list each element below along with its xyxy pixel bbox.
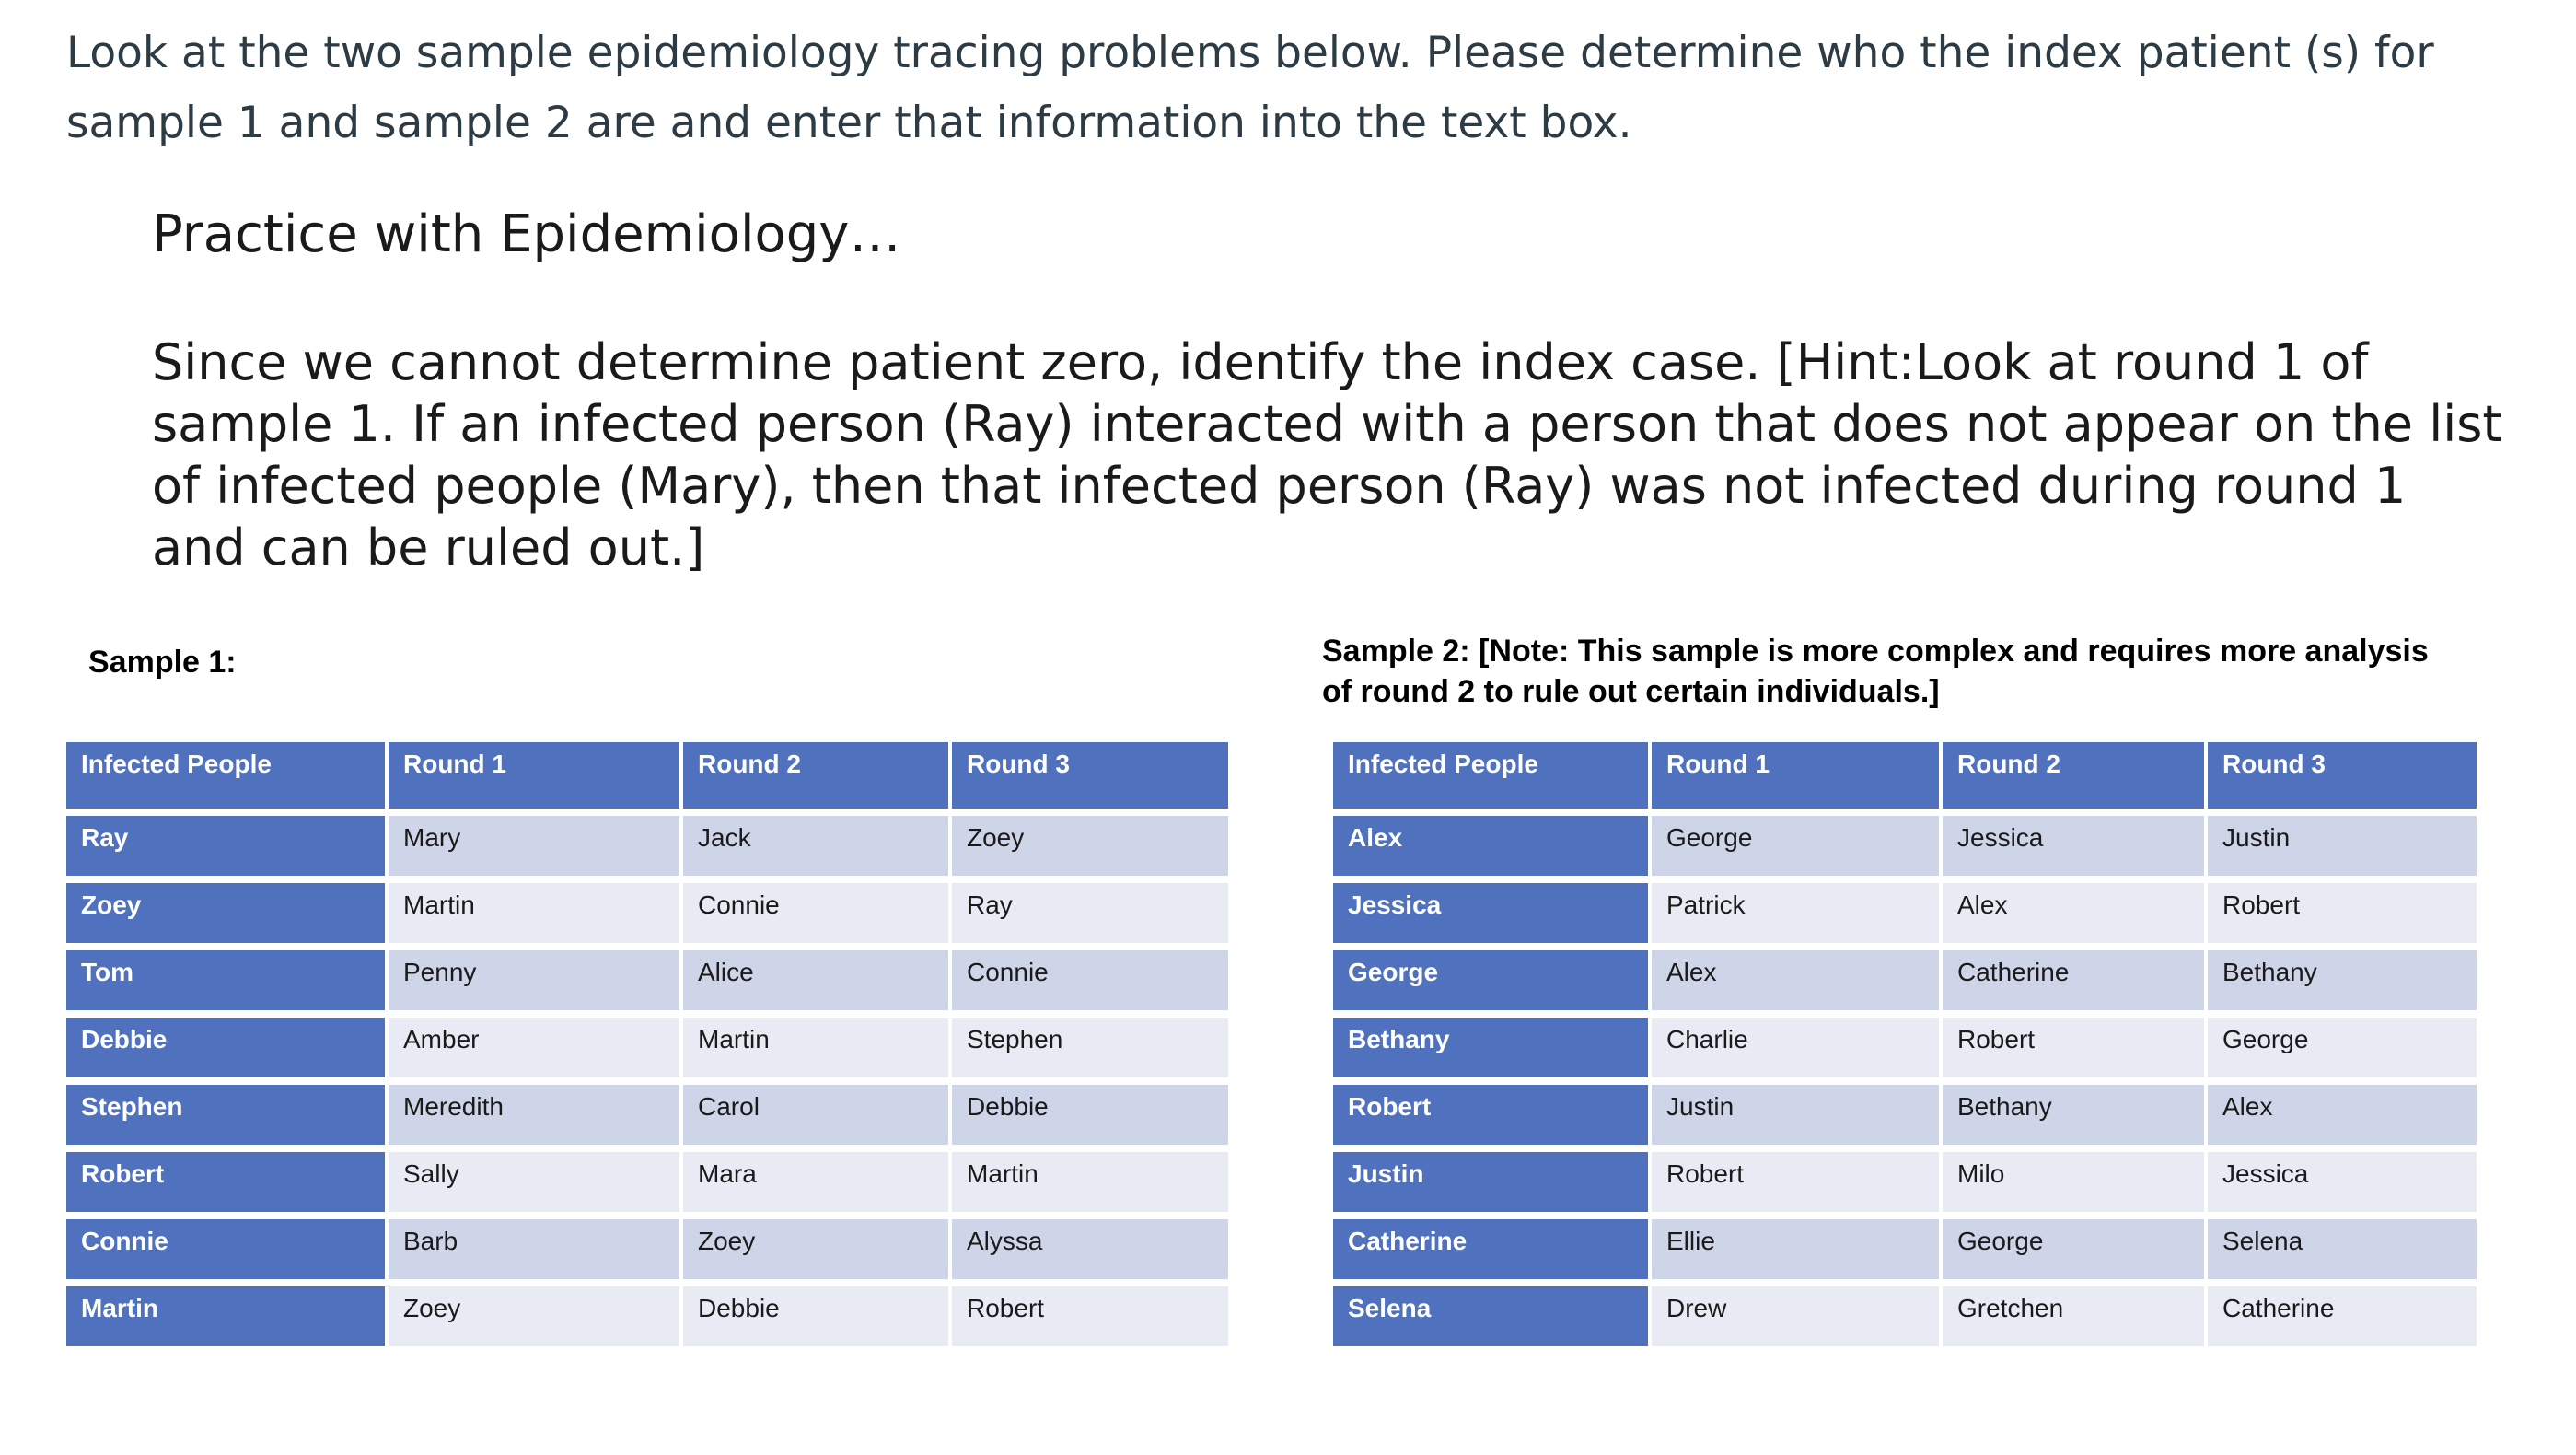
contact-cell: Sally (389, 1152, 683, 1219)
table-row (1333, 1286, 2480, 1354)
table-row (1333, 816, 2480, 883)
contact-cell: Alex (1943, 883, 2208, 950)
infected-person-cell: Alex (1333, 816, 1652, 883)
table-row (1333, 950, 2480, 1018)
infected-person-cell: Debbie (66, 1018, 389, 1085)
contact-cell: Robert (1943, 1018, 2208, 1085)
slide-hint-text: Since we cannot determine patient zero, identify the index case. [Hint:Look at round 1 of sample 1. If an infected person (Ray) interacted with a person that does not appear on the list of infected people (Mary), then that infected person (Ray) was not infected during round 1 and can be ruled out.] (152, 333, 2502, 576)
contact-cell: George (1943, 1219, 2208, 1286)
contact-cell: Mara (683, 1152, 952, 1219)
contact-cell: Stephen (952, 1018, 1232, 1085)
infected-person-cell: Justin (1333, 1152, 1652, 1219)
contact-cell: Justin (1652, 1085, 1943, 1152)
table-row (66, 950, 1232, 1018)
column-header: Infected People (66, 742, 389, 816)
contact-cell: Alyssa (952, 1219, 1232, 1286)
contact-cell: Catherine (1943, 950, 2208, 1018)
sample-1-table (66, 742, 1232, 1354)
contact-cell: Robert (1652, 1152, 1943, 1219)
contact-cell: Zoey (389, 1286, 683, 1354)
contact-cell: Drew (1652, 1286, 1943, 1354)
infected-person-cell: Ray (66, 816, 389, 883)
column-header: Round 3 (2208, 742, 2480, 816)
contact-cell: Zoey (683, 1219, 952, 1286)
contact-cell: Meredith (389, 1085, 683, 1152)
contact-cell: Justin (2208, 816, 2480, 883)
contact-cell: Catherine (2208, 1286, 2480, 1354)
contact-cell: Bethany (1943, 1085, 2208, 1152)
infected-person-cell: Stephen (66, 1085, 389, 1152)
contact-cell: Charlie (1652, 1018, 1943, 1085)
contact-cell: George (2208, 1018, 2480, 1085)
table-row (66, 1286, 1232, 1354)
sample-1-label: Sample 1: (88, 645, 237, 680)
contact-cell: Mary (389, 816, 683, 883)
contact-cell: Carol (683, 1085, 952, 1152)
table-row (66, 1018, 1232, 1085)
infected-person-cell: Bethany (1333, 1018, 1652, 1085)
infected-person-cell: Robert (1333, 1085, 1652, 1152)
infected-person-cell: Connie (66, 1219, 389, 1286)
contact-cell: Robert (2208, 883, 2480, 950)
contact-cell: Robert (952, 1286, 1232, 1354)
table-header-row (66, 742, 1232, 816)
contact-cell: Alex (2208, 1085, 2480, 1152)
table-row (1333, 883, 2480, 950)
contact-cell: Bethany (2208, 950, 2480, 1018)
infected-person-cell: Robert (66, 1152, 389, 1219)
column-header: Infected People (1333, 742, 1652, 816)
slide-title: Practice with Epidemiology… (152, 204, 901, 264)
table-row (1333, 1152, 2480, 1219)
contact-cell: Gretchen (1943, 1286, 2208, 1354)
column-header: Round 3 (952, 742, 1232, 816)
contact-cell: Penny (389, 950, 683, 1018)
contact-cell: Milo (1943, 1152, 2208, 1219)
sample-2-label: Sample 2: [Note: This sample is more complex and requires more analysis of round 2 to rule out certain individuals.] (1322, 634, 2429, 709)
contact-cell: George (1652, 816, 1943, 883)
contact-cell: Amber (389, 1018, 683, 1085)
infected-person-cell: Martin (66, 1286, 389, 1354)
infected-person-cell: George (1333, 950, 1652, 1018)
infected-person-cell: Jessica (1333, 883, 1652, 950)
contact-cell: Martin (952, 1152, 1232, 1219)
infected-person-cell: Tom (66, 950, 389, 1018)
contact-cell: Patrick (1652, 883, 1943, 950)
contact-cell: Jessica (2208, 1152, 2480, 1219)
contact-cell: Alice (683, 950, 952, 1018)
infected-person-cell: Selena (1333, 1286, 1652, 1354)
column-header: Round 1 (1652, 742, 1943, 816)
contact-cell: Martin (389, 883, 683, 950)
contact-cell: Zoey (952, 816, 1232, 883)
column-header: Round 1 (389, 742, 683, 816)
infected-person-cell: Zoey (66, 883, 389, 950)
column-header: Round 2 (1943, 742, 2208, 816)
table-header-row (1333, 742, 2480, 816)
contact-cell: Jack (683, 816, 952, 883)
instructions-text: Look at the two sample epidemiology tracing problems below. Please determine who the index patient (s) for sample 1 and sample 2 are and enter that information into the text box. (66, 28, 2434, 148)
contact-cell: Connie (952, 950, 1232, 1018)
table-row (66, 1085, 1232, 1152)
contact-cell: Alex (1652, 950, 1943, 1018)
table-row (1333, 1085, 2480, 1152)
contact-cell: Selena (2208, 1219, 2480, 1286)
contact-cell: Debbie (683, 1286, 952, 1354)
table-row (1333, 1018, 2480, 1085)
column-header: Round 2 (683, 742, 952, 816)
contact-cell: Connie (683, 883, 952, 950)
contact-cell: Ray (952, 883, 1232, 950)
contact-cell: Barb (389, 1219, 683, 1286)
contact-cell: Debbie (952, 1085, 1232, 1152)
table-row (66, 1152, 1232, 1219)
table-row (1333, 1219, 2480, 1286)
infected-person-cell: Catherine (1333, 1219, 1652, 1286)
table-row (66, 1219, 1232, 1286)
contact-cell: Ellie (1652, 1219, 1943, 1286)
table-row (66, 816, 1232, 883)
table-row (66, 883, 1232, 950)
contact-cell: Jessica (1943, 816, 2208, 883)
contact-cell: Martin (683, 1018, 952, 1085)
sample-2-table (1333, 742, 2480, 1354)
